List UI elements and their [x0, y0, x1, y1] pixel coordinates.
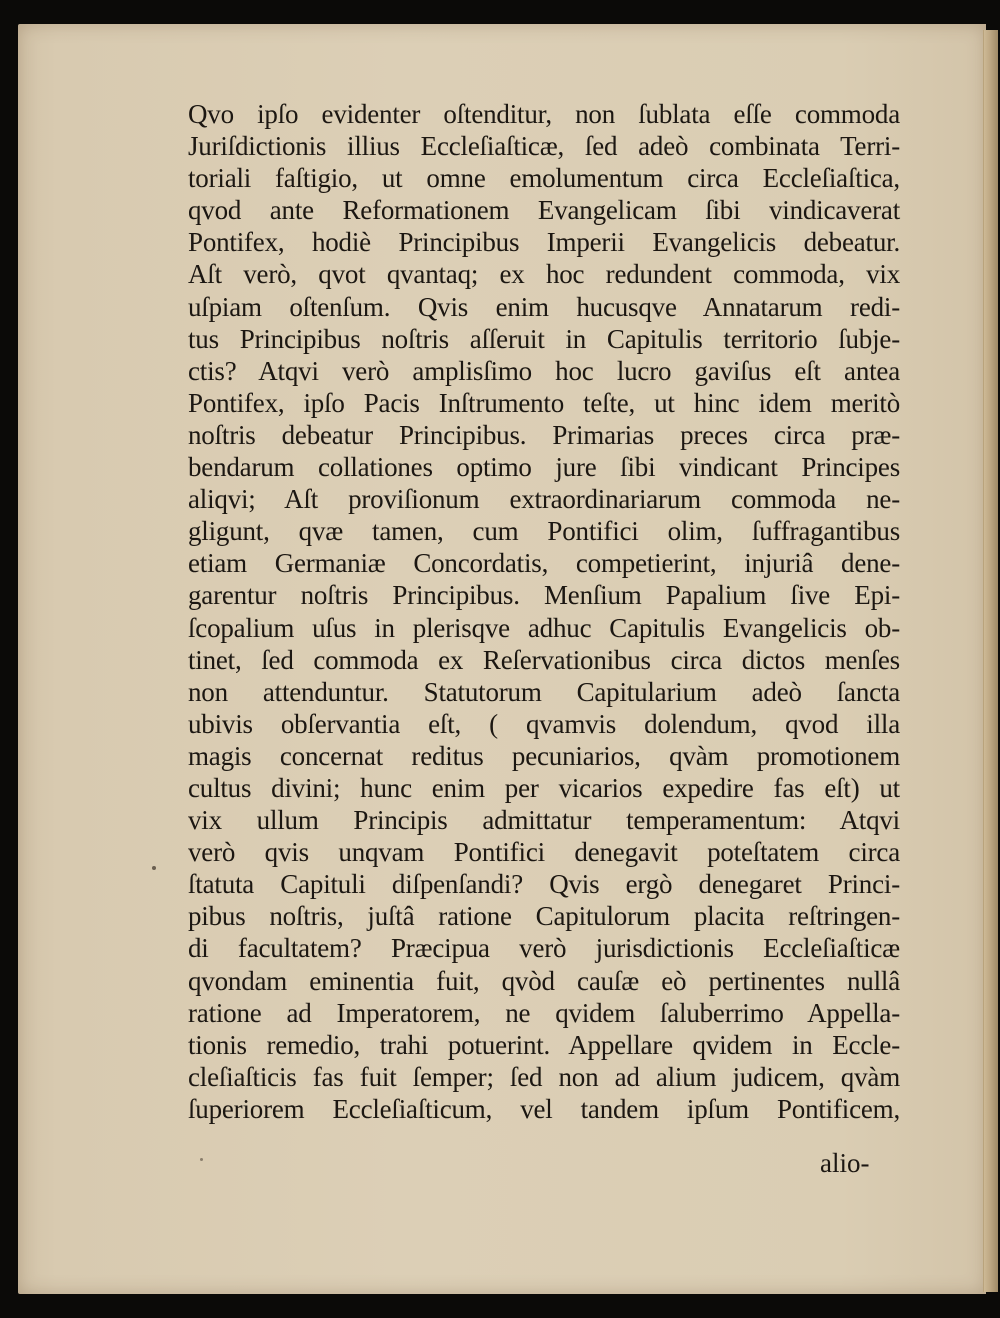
text-line: cleſiaſticis fas fuit ſemper; ſed non ad alium judicem, qvàm	[188, 1061, 900, 1092]
text-line: magis concernat reditus pecuniarios, qvàm promotionem	[188, 740, 900, 771]
text-line: ratione ad Imperatorem, ne qvidem ſaluberrimo Appella-	[188, 997, 900, 1028]
text-line: tionis remedio, trahi potuerint. Appellare qvidem in Eccle-	[188, 1029, 900, 1060]
text-line: cultus divini; hunc enim per vicarios expedire fas eſt) ut	[188, 772, 900, 803]
text-line: qvod ante Reformationem Evangelicam ſibi vindicaverat	[188, 195, 900, 226]
text-line: toriali faſtigio, ut omne emolumentum circa Eccleſiaſtica,	[188, 163, 900, 194]
text-line: Juriſdictionis illius Eccleſiaſticæ, ſed adeò combinata Terri-	[188, 131, 900, 162]
text-line: bendarum collationes optimo jure ſibi vindicant Principes	[188, 452, 900, 483]
text-line: tinet, ſed commoda ex Reſervationibus circa dictos menſes	[188, 644, 900, 675]
text-line: aliqvi; Aſt proviſionum extraordinariarum commoda ne-	[188, 484, 900, 515]
text-line: garentur noſtris Principibus. Menſium Papalium ſive Epi-	[188, 580, 900, 611]
text-line: uſpiam oſtenſum. Qvis enim hucusqve Annatarum redi-	[188, 291, 900, 322]
text-line: tus Principibus noſtris aſſeruit in Capitulis territorio ſubje-	[188, 323, 900, 354]
text-line: Qvo ipſo evidenter oſtenditur, non ſublata eſſe commoda	[188, 99, 900, 129]
ink-speck	[152, 866, 156, 870]
text-line: Aſt verò, qvot qvantaq; ex hoc redundent commoda, vix	[188, 259, 900, 290]
text-line: Pontifex, hodiè Principibus Imperii Evangelicis debeatur.	[188, 227, 900, 258]
text-line: ctis? Atqvi verò amplisſimo hoc lucro gaviſus eſt antea	[188, 355, 900, 386]
text-line: ſcopalium uſus in plerisqve adhuc Capitulis Evangelicis ob-	[188, 612, 900, 643]
text-line: gligunt, qvæ tamen, cum Pontifici olim, ſuffragantibus	[188, 516, 900, 547]
text-line: Pontifex, ipſo Pacis Inſtrumento teſte, ut hinc idem meritò	[188, 387, 900, 418]
text-line: ubivis obſervantia eſt, ( qvamvis dolendum, qvod illa	[188, 708, 900, 739]
text-line: non attenduntur. Statutorum Capitularium adeò ſancta	[188, 676, 900, 707]
text-line: di facultatem? Præcipua verò jurisdictionis Eccleſiaſticæ	[188, 933, 900, 964]
text-line: ſuperiorem Eccleſiaſticum, vel tandem ipſum Pontificem,	[188, 1093, 900, 1124]
text-line: qvondam eminentia fuit, qvòd cauſæ eò pertinentes nullâ	[188, 965, 900, 996]
page-edge-strip	[983, 30, 998, 1292]
text-line: noſtris debeatur Principibus. Primarias preces circa præ-	[188, 419, 900, 450]
text-line: pibus noſtris, juſtâ ratione Capitulorum placita reſtringen-	[188, 901, 900, 932]
text-line: vix ullum Principis admittatur temperamentum: Atqvi	[188, 805, 900, 836]
body-text	[188, 98, 900, 1125]
catchword: alio-	[820, 1148, 870, 1178]
text-line: verò qvis unqvam Pontifici denegavit poteſtatem circa	[188, 837, 900, 868]
text-line: etiam Germaniæ Concordatis, competierint, injuriâ dene-	[188, 548, 900, 579]
ink-speck	[200, 1158, 203, 1161]
text-line: ſtatuta Capituli diſpenſandi? Qvis ergò denegaret Princi-	[188, 869, 900, 900]
